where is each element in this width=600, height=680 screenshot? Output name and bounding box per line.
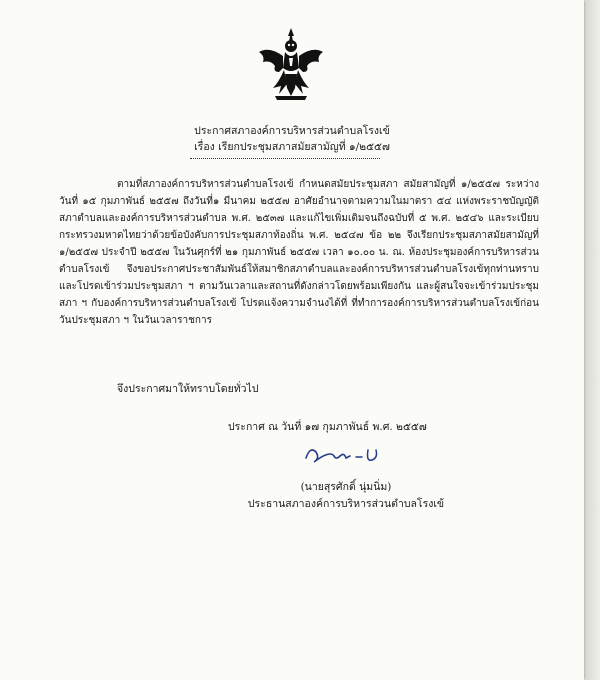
page-edge: [586, 0, 600, 680]
announcement-title: ประกาศสภาองค์การบริหารส่วนตำบลโรงเข้: [194, 125, 390, 137]
signature-icon: [300, 440, 390, 470]
announcement-date: ประกาศ ณ วันที่ ๑๗ กุมภาพันธ์ พ.ศ. ๒๕๕๗: [228, 421, 427, 433]
signer-name: (นายสุรศักดิ์ นุ่มนิ่ม): [300, 481, 392, 493]
announcement-subject: เรื่อง เรียกประชุมสภาสมัยสามัญที่ ๑/๒๕๕๗: [194, 141, 390, 153]
closing-statement: จึงประกาศมาให้ทราบโดยทั่วไป: [117, 383, 259, 395]
signer-position: ประธานสภาองค์การบริหารส่วนตำบลโรงเข้: [247, 498, 445, 510]
body-paragraph: ตามที่สภาองค์การบริหารส่วนตำบลโรงเข้ กำหนดสมัยประชุมสภา สมัยสามัญที่ ๑/๒๕๕๗ ระหว่างวันที่ ๑๕ กุมภาพันธ์ ๒๕๕๗ ถึงวันที่๑ มีนาคม ๒๕๕๗ อาศัยอำนาจตามความในมาตรา ๕๔ แห่งพระราชบัญญัติสภาตำบลและองค์การบริหารส่วนตำบล พ.ศ. ๒๕๓๗ และแก้ไขเพิ่มเติมจนถึงฉบับที่ ๕ พ.ศ. ๒๕๔๖ และระเบียบกระทรวงมหาดไทยว่าด้วยข้อบังคับการประชุมสภาท้องถิ่น พ.ศ. ๒๕๔๗ ข้อ ๒๒ จึงเรียกประชุมสภาสมัยสามัญที่ ๑/๒๕๕๗ ประจำปี ๒๕๕๗ ในวันศุกร์ที่ ๒๑ กุมภาพันธ์ ๒๕๕๗ เวลา ๑๐.๐๐ น. ณ. ห้องประชุมองค์การบริหารส่วนตำบลโรงเข้ จึงขอประกาศประชาสัมพันธ์ให้สมาชิกสภาตำบลและองค์การบริหารส่วนตำบลโรงเข้ทุกท่านทราบ และโปรดเข้าร่วมประชุมสภา ฯ ตามวันเวลาและสถานที่ดังกล่าวโดยพร้อมเพียงกัน และผู้สนใจจะเข้าร่วมประชุมสภา ฯ กับองค์การบริหารส่วนตำบลโรงเข้ โปรดแจ้งความจำนงได้ที่ ที่ทำการองค์การบริหารส่วนตำบลโรงเข้ก่อนวันประชุมสภา ฯ ในวันเวลาราชการ: [59, 179, 539, 326]
announcement-body: [59, 176, 539, 329]
title-divider: [190, 158, 380, 159]
garuda-emblem-icon: [255, 26, 327, 102]
